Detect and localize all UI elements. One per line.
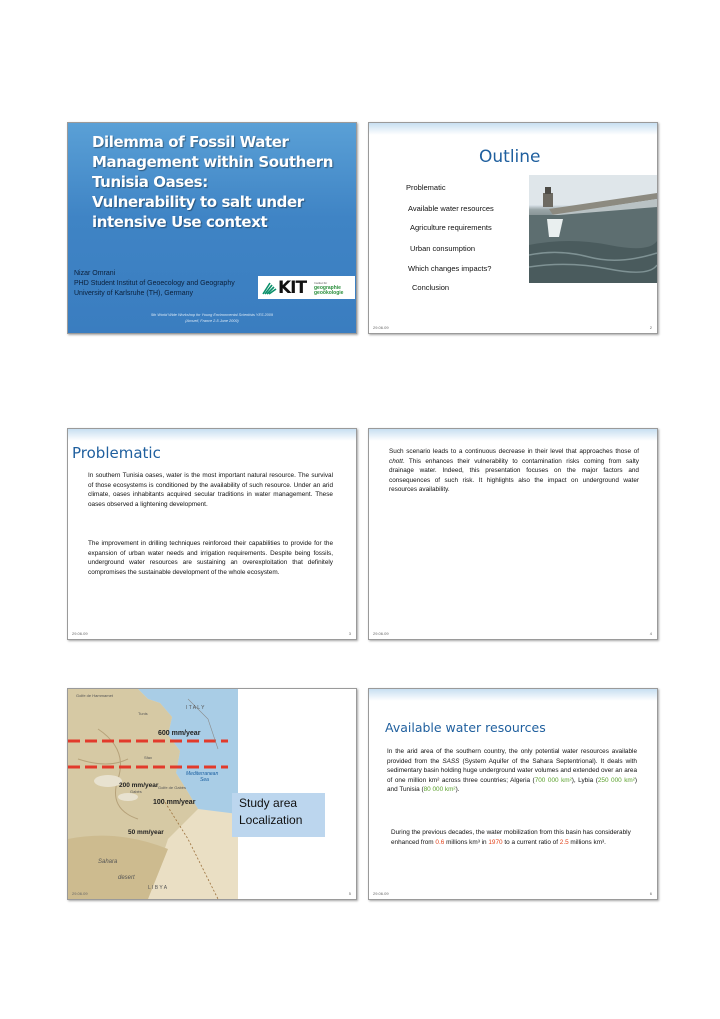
map-label: Gabès: [130, 789, 142, 794]
map-label: Sfax: [144, 755, 153, 760]
slide-problematic-continued: [368, 428, 658, 640]
kit-logo-text: KIT: [278, 278, 307, 298]
kit-logo: [258, 276, 355, 299]
slide-date: 29.06.09: [373, 631, 389, 636]
slide-header-band: [68, 429, 356, 441]
problematic-paragraph-2: The improvement in drilling techniques reinforced their capabilities to provide for the expansion of urban water needs and irrigation requirements. Despite being fossils, underground water resources are sustaining an overexploitation that definitely compromises the sustainable development of the whole ecosystem.: [88, 540, 333, 576]
outline-item: Agriculture requirements: [410, 223, 492, 232]
continued-paragraph: Such scenario leads to a continuous decrease in their level that approaches those of chott. This enhances their vulnerability to contamination risks coming from salty drainage water. Indeed, this presentation focuses on the major factors and consequences of such risk. It highlights also the impact on underground water resources availability.: [389, 448, 639, 494]
slide-problematic: [67, 428, 357, 640]
outline-item: Which changes impacts?: [408, 264, 492, 273]
geo-institute-logo: Institut für geographie geoökologie: [314, 281, 344, 296]
available-water-paragraph-2: During the previous decades, the water mobilization from this basin has considerably enhanced from 0.6 millions km³ in 1970 to a current ratio of 2.5 millions km³.: [391, 829, 631, 846]
map-label: I T A L Y: [186, 705, 205, 711]
title-line-5: intensive Use context: [92, 213, 268, 231]
available-water-paragraph-1: In the arid area of the southern country, the only potential water resources available provided from the SASS (System Aquifer of the Sahara Septentrional). It deals with sedimentary basin holding huge underground water volumes and extended over an area of one million km² across three countries; Algeria (700 000 km²), Lybia (250 000 km²) and Tunisia (80 000 km²).: [387, 748, 638, 794]
map-drawing: [68, 689, 238, 899]
tunisia-map: [68, 689, 238, 899]
slide-title: [67, 122, 357, 334]
map-label: Sea: [200, 777, 209, 783]
slide-number: 2: [649, 325, 652, 330]
slide-number: 4: [649, 631, 652, 636]
slide-date: 29.06.09: [373, 325, 389, 330]
isohyet-50: 50 mm/year: [128, 829, 164, 836]
slide-date: 29.06.09: [72, 631, 88, 636]
outline-item: Conclusion: [412, 283, 450, 292]
kit-logo-arc-icon: [261, 281, 279, 295]
available-water-title: Available water resources: [385, 720, 546, 735]
slide-number: 5: [348, 891, 351, 896]
problematic-paragraph-1: In southern Tunisia oases, water is the most important natural resource. The survival of those ecosystems is conditioned by the availability of such resource. Under an arid climate, oases inhabitants acquired secular traditions in water management. These oases observed a lightening development.: [88, 472, 333, 508]
map-label: desert: [118, 875, 135, 881]
title-line-4: Vulnerability to salt under: [92, 193, 304, 211]
workshop-line-1: 5th World Wide Workshop for Young Environmental Scientists YES 2009: [150, 313, 274, 317]
title-line-1: Dilemma of Fossil Water: [92, 133, 289, 151]
map-label: Mediterranean: [186, 771, 219, 777]
outline-item: Urban consumption: [410, 244, 476, 253]
map-label: Golfe de Gabès: [158, 785, 187, 790]
outline-item: Available water resources: [408, 204, 494, 213]
isohyet-200: 200 mm/year: [119, 782, 159, 789]
water-dam-photo: [529, 175, 657, 283]
slide-header-band: [369, 429, 657, 441]
isohyet-600: 600 mm/year: [158, 730, 201, 737]
isohyet-100: 100 mm/year: [153, 799, 196, 806]
title-line-2: Management within Southern: [92, 153, 334, 171]
study-area-label: Study area Localization: [239, 796, 303, 827]
slide-date: 29.06.09: [373, 891, 389, 896]
affiliation-1: PHD Student Institut of Geoecology and Geography: [74, 280, 235, 287]
slide-number: 3: [348, 631, 351, 636]
map-label: L I B Y A: [148, 885, 168, 891]
problematic-title: Problematic: [72, 444, 161, 462]
slide-number: 6: [649, 891, 652, 896]
workshop-line-2: (Arcueil, France 2-5 June 2009): [185, 319, 239, 323]
outline-item: Problematic: [406, 183, 446, 192]
slide-available-water: [368, 688, 658, 900]
slide-study-area-map: [67, 688, 357, 900]
title-line-3: Tunisia Oases:: [92, 173, 208, 191]
outline-title: Outline: [479, 147, 541, 167]
map-label: Golfe de Hammamet: [76, 693, 113, 698]
map-label: Sahara: [98, 859, 118, 865]
slide-date: 29.06.09: [72, 891, 88, 896]
affiliation-2: University of Karlsruhe (TH), Germany: [74, 290, 194, 297]
slide-header-band: [369, 689, 657, 701]
slide-outline: [368, 122, 658, 334]
slide-header-band: [369, 123, 657, 135]
author: Nizar Omrani: [74, 270, 116, 277]
map-label: Tunis: [138, 711, 148, 716]
dam-photo-drawing: [529, 175, 657, 283]
